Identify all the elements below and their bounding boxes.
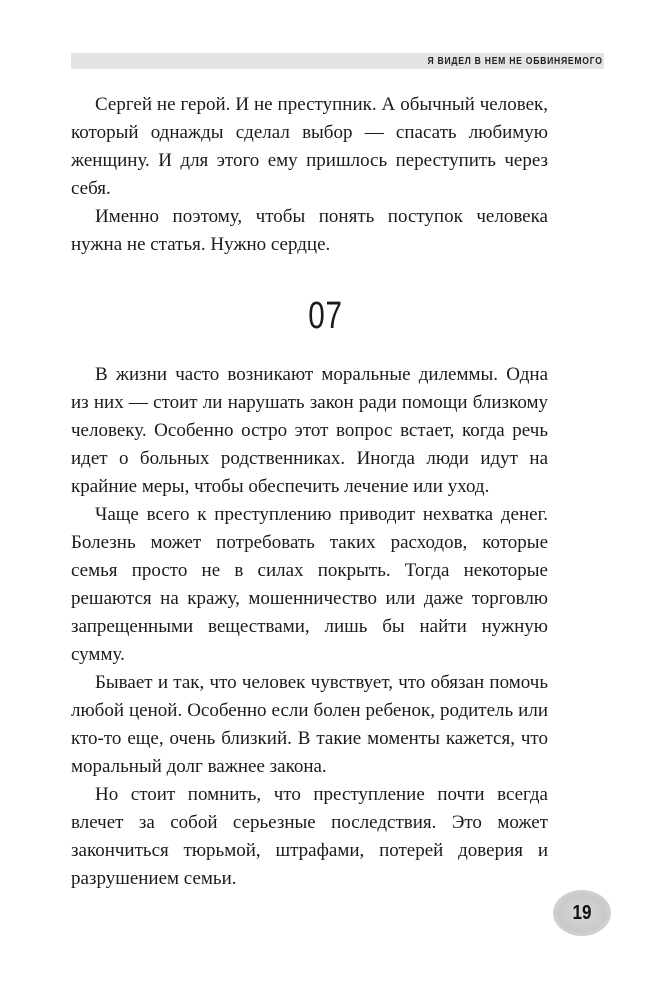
paragraph: Чаще всего к преступлению приводит нехватка денег. Болезнь может потребовать таких расходов, которые семья просто не в силах покрыть. Тогда некоторые решаются на кражу, мошенничество или даже торговлю запрещенными веществами, лишь бы найти нужную сумму. (71, 504, 548, 665)
paragraph: Сергей не герой. И не преступник. А обычный человек, который однажды сделал выбор — спасать любимую женщину. И для этого ему пришлось переступить через себя. (71, 94, 548, 199)
paragraph: В жизни часто возникают моральные дилеммы. Одна из них — стоит ли нарушать закон ради помощи близкому человеку. Особенно остро этот вопрос встает, когда речь идет о больных родственниках. Иногда люди идут на крайние меры, чтобы обеспечить лечение или уход. (71, 364, 548, 497)
paragraph: Но стоит помнить, что преступление почти всегда влечет за собой серьезные последствия. Это может закончиться тюрьмой, штрафами, потерей доверия и разрушением семьи. (71, 784, 548, 889)
paragraph: Именно поэтому, чтобы понять поступок человека нужна не статья. Нужно сердце. (71, 206, 548, 255)
paragraph: Бывает и так, что человек чувствует, что обязан помочь любой ценой. Особенно если болен ребенок, родитель или кто-то еще, очень близкий. В такие моменты кажется, что моральный долг важнее закона. (71, 672, 548, 777)
intro-text (71, 91, 548, 259)
chapter-text (71, 361, 548, 893)
chapter-number: 07 (308, 295, 343, 337)
page-number: 19 (572, 902, 592, 924)
running-header-title: Я ВИДЕЛ В НЕМ НЕ ОБВИНЯЕМОГО (427, 55, 603, 67)
